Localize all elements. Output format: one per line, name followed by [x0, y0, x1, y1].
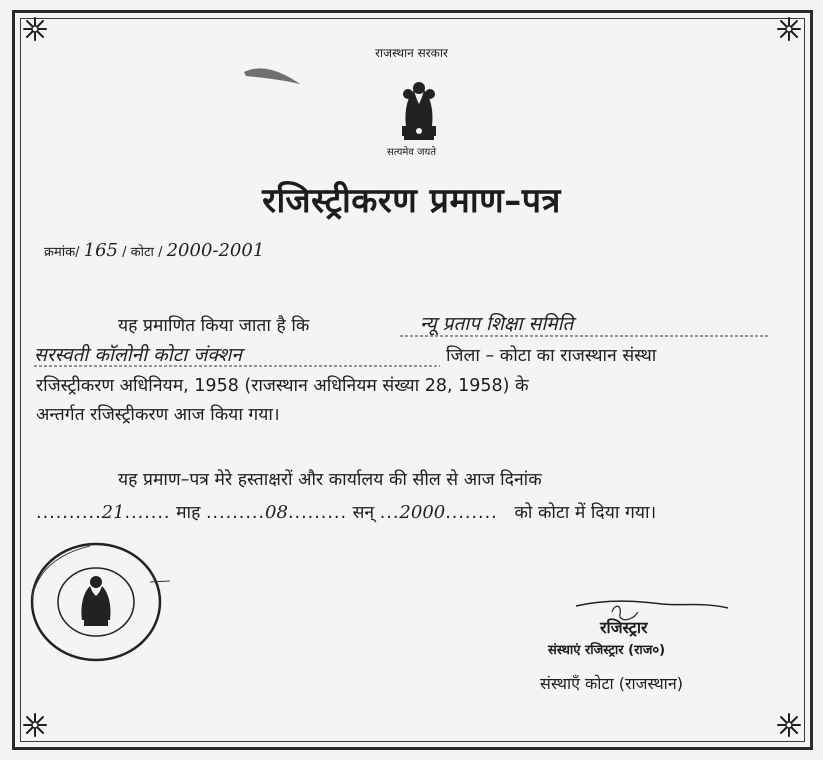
p2-line2: ..........21....... माह .........08......... सन् ...2000........ को कोटा में दिया गया। — [36, 502, 657, 523]
serial-label: क्रमांक/ — [44, 245, 80, 260]
reference-line: क्रमांक/ 165 / कोटा / 2000-2001 — [44, 240, 265, 261]
emblem-motto: सत्यमेव जयते — [386, 147, 437, 158]
serial-value: 165 — [83, 240, 118, 261]
year-value-handwritten: 2000 — [399, 502, 446, 523]
p1-line4: अन्तर्गत रजिस्ट्रीकरण आज किया गया। — [36, 405, 280, 425]
registrar-signature — [572, 598, 732, 628]
fill-line — [34, 364, 440, 368]
handwritten-society-name: न्यू प्रताप शिक्षा समिति — [420, 313, 574, 335]
office-label: कोटा — [130, 245, 154, 260]
national-emblem-icon — [396, 80, 442, 146]
year-label: सन् — [352, 503, 375, 523]
corner-star-icon — [776, 16, 802, 42]
corner-star-icon — [22, 16, 48, 42]
office-seal — [30, 538, 170, 662]
handwritten-address: सरस्वती कॉलोनी कोटा जंक्शन — [34, 344, 242, 366]
signature-place: संस्थाएँ कोटा (राजस्थान) — [540, 674, 683, 693]
year-value: 2000-2001 — [166, 240, 265, 261]
government-label: राजस्थान सरकार — [375, 46, 448, 60]
corner-star-icon — [776, 712, 802, 738]
month-value: 08 — [265, 502, 288, 523]
p1-line3: रजिस्ट्रीकरण अधिनियम, 1958 (राजस्थान अधिनियम संख्या 28, 1958) के — [36, 376, 529, 396]
p2-line1: यह प्रमाण–पत्र मेरे हस्ताक्षरों और कार्यालय की सील से आज दिनांक — [118, 470, 542, 490]
corner-star-icon — [22, 712, 48, 738]
page-title: रजिस्ट्रीकरण प्रमाण–पत्र — [262, 181, 561, 221]
day-value: 21 — [101, 502, 125, 523]
p2-tail: को कोटा में दिया गया। — [514, 503, 657, 523]
signature-title: रजिस्ट्रार — [600, 618, 648, 637]
ink-smudge — [240, 62, 304, 90]
signature-subtitle: संस्थाएं रजिस्ट्रार (राज०) — [548, 643, 666, 658]
p1-intro: यह प्रमाणित किया जाता है कि — [118, 316, 310, 336]
month-label: माह — [176, 503, 201, 523]
p1-line2: जिला – कोटा का राजस्थान संस्था — [446, 346, 657, 366]
fill-line — [400, 334, 770, 338]
